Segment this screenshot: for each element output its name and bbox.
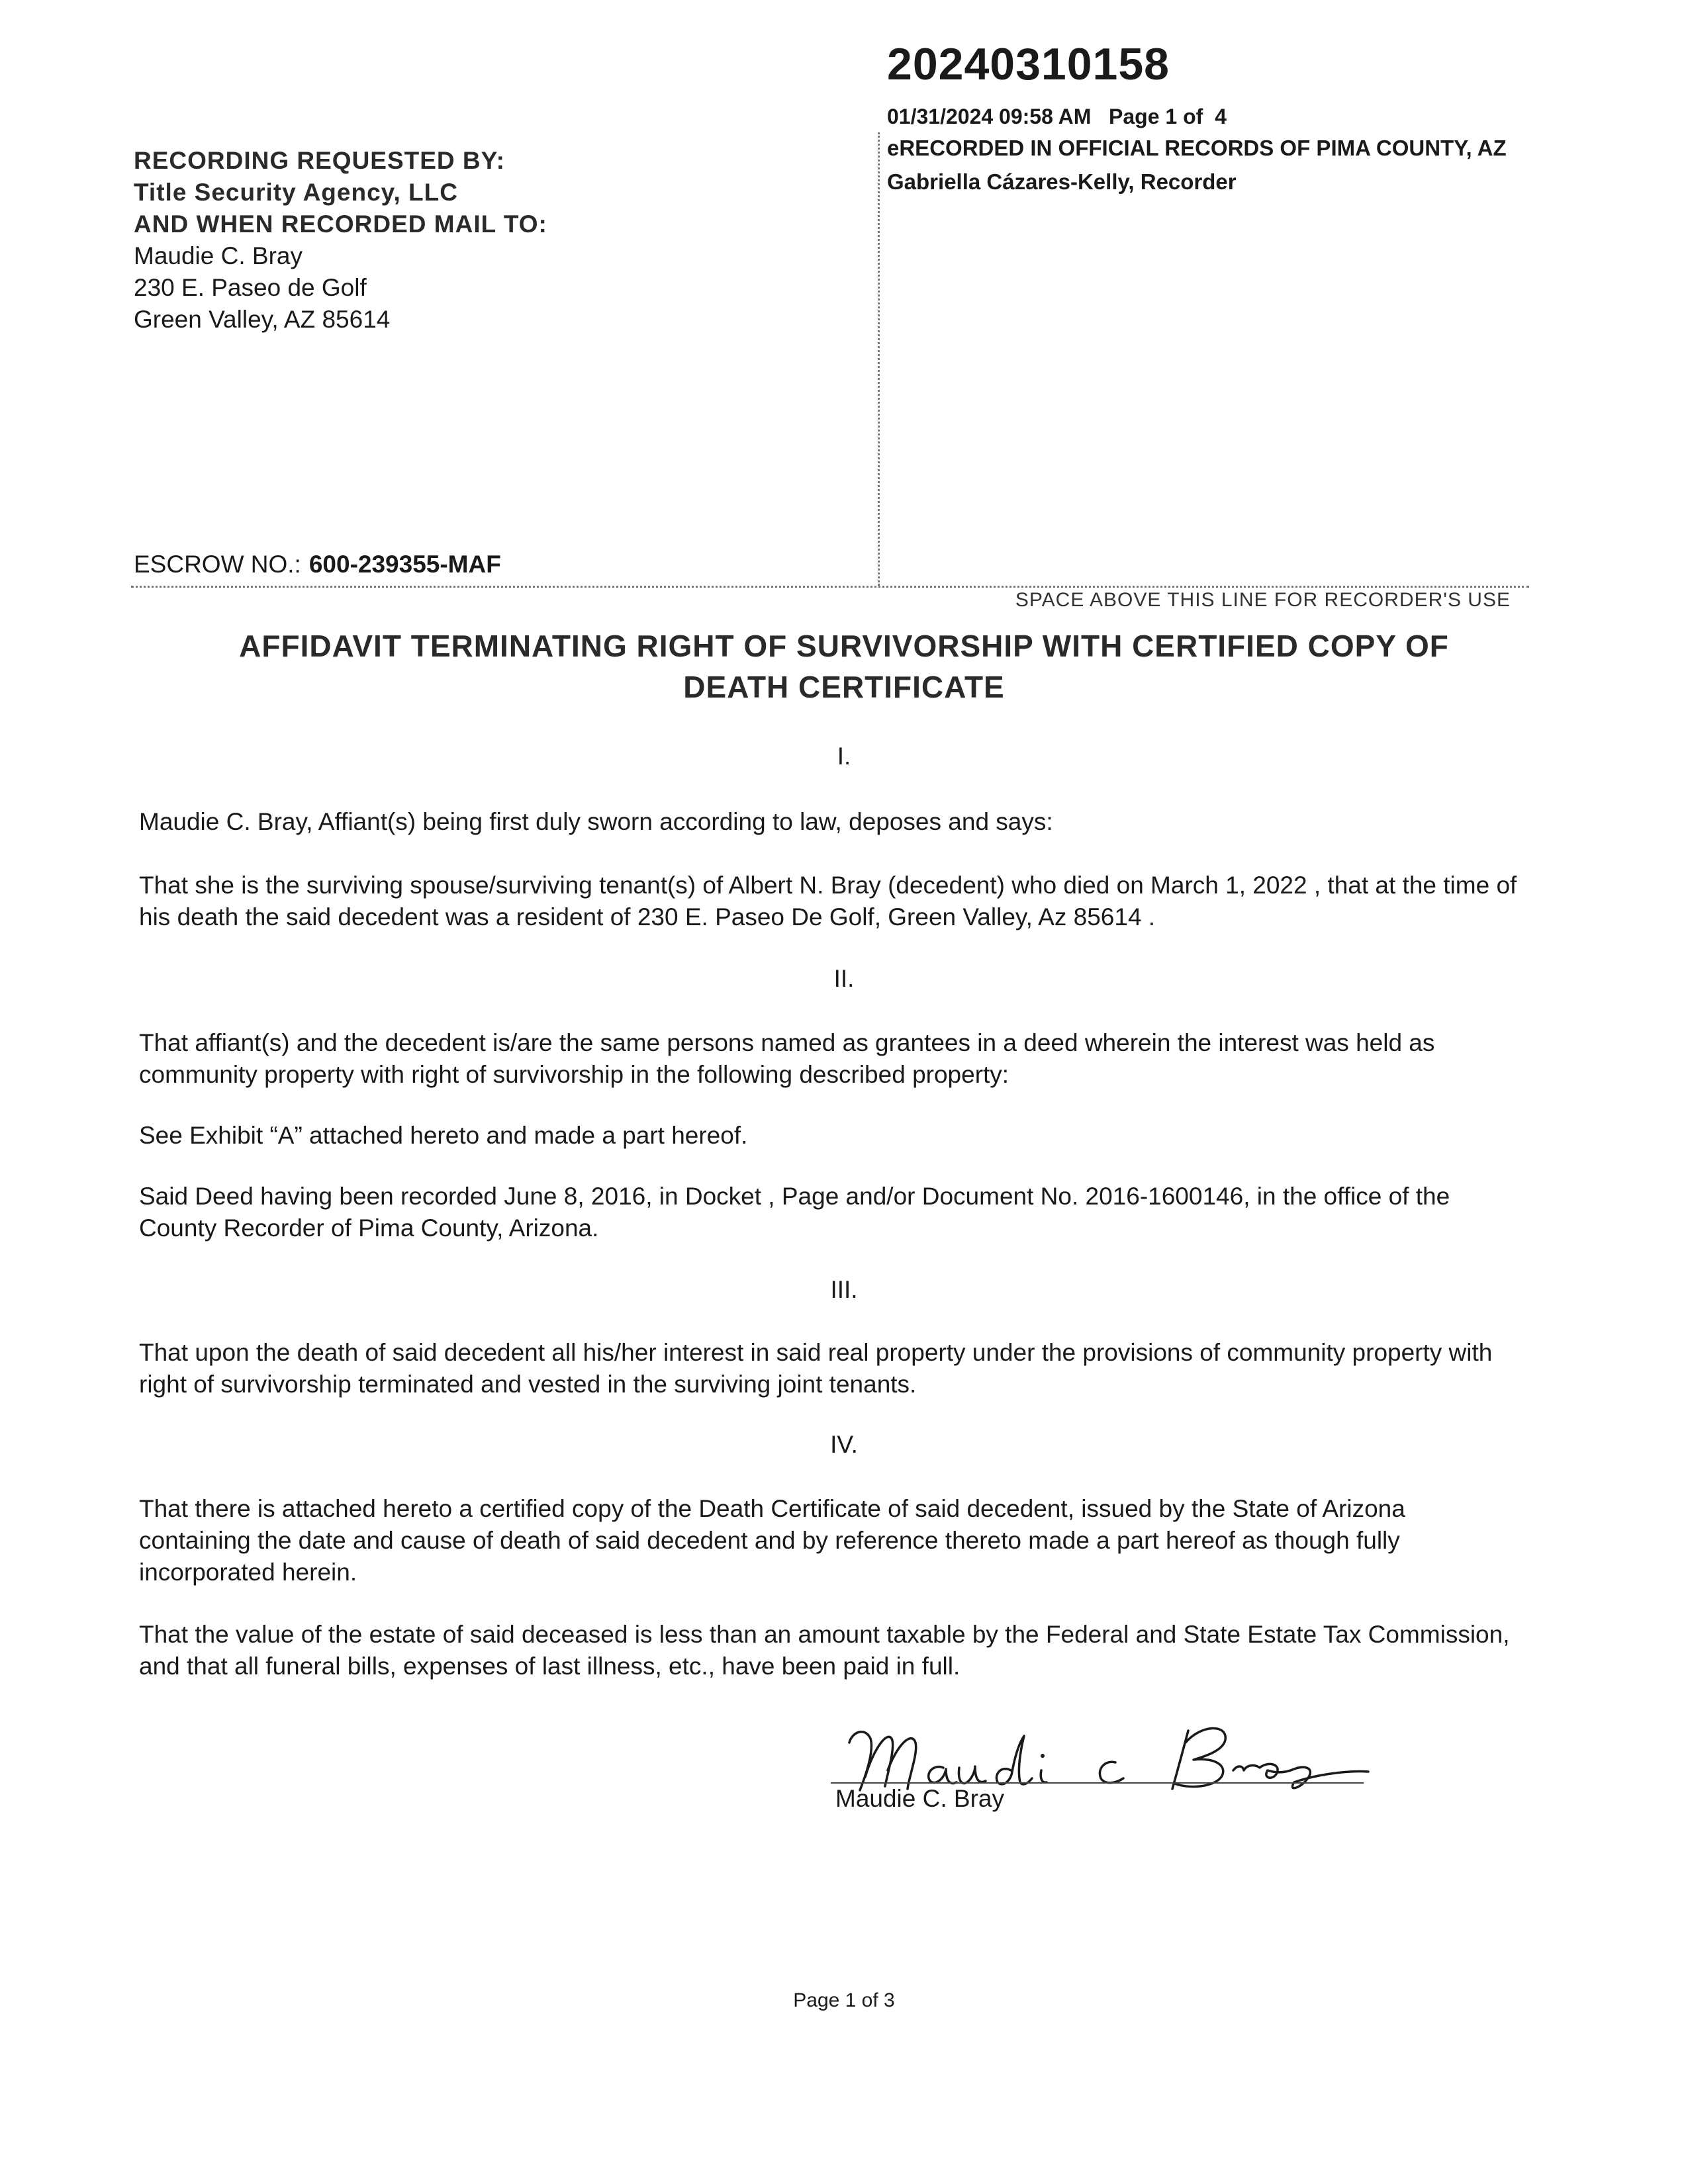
section-number-4: IV. [830,1431,858,1458]
recorder-use-note: SPACE ABOVE THIS LINE FOR RECORDER'S USE [1015,589,1511,611]
signer-name: Maudie C. Bray [835,1785,1004,1812]
paragraph-estate-value: That the value of the estate of said deceased is less than an amount taxable by the Federal and State Estate Tax Commission, and that all funeral bills, expenses of last illness, etc., have been paid in full. [139,1621,1510,1680]
mail-to-name: Maudie C. Bray [134,242,303,269]
paragraph-death-certificate: That there is attached hereto a certified copy of the Death Certificate of said decedent, issued by the State of Arizona containing the date and cause of death of said decedent and by reference thereto made a part hereof as though fully incorporated herein. [139,1495,1405,1586]
section-number-3: III. [830,1276,858,1303]
recording-datetime-line [887,105,1227,129]
paragraph-surviving-spouse: That she is the surviving spouse/surviving tenant(s) of Albert N. Bray (decedent) who died on March 1, 2022 , that at the time of his death the said decedent was a resident of 230 E. Paseo De Golf, Green Valley, Az 85614 . [139,872,1517,931]
recorder-use-divider [131,586,1529,588]
escrow-number: 600-239355-MAF [308,551,501,578]
document-number: 20240310158 [887,39,1170,89]
recording-requested-label: RECORDING REQUESTED BY: [134,147,505,174]
section-number-2: II. [833,965,855,992]
paragraph-exhibit: See Exhibit “A” attached hereto and made a part hereof. [139,1122,748,1149]
paragraph-grantees: That affiant(s) and the decedent is/are the same persons named as grantees in a deed wherein the interest was held as community property with right of survivorship in the following described property: [139,1029,1435,1088]
recording-datetime: 01/31/2024 09:58 AM [887,105,1092,128]
section-number-1: I. [837,743,851,770]
escrow-label: ESCROW NO.: [134,551,301,578]
requesting-company: Title Security Agency, LLC [134,179,458,206]
document-title-line1: AFFIDAVIT TERMINATING RIGHT OF SURVIVORSHIP WITH CERTIFIED COPY OF [239,629,1449,663]
recording-page-info: Page 1 of 4 [1109,105,1227,128]
mail-to-city: Green Valley, AZ 85614 [134,306,391,333]
erecorded-statement: eRECORDED IN OFFICIAL RECORDS OF PIMA COUNTY, AZ [887,136,1507,160]
escrow-line [134,551,501,578]
document-title-line2: DEATH CERTIFICATE [683,670,1005,704]
vertical-divider [878,132,880,586]
county-recorder: Gabriella Cázares-Kelly, Recorder [887,169,1237,194]
mail-to-street: 230 E. Paseo de Golf [134,274,367,301]
page-footer: Page 1 of 3 [793,1989,895,2011]
mail-to-label: AND WHEN RECORDED MAIL TO: [134,210,547,238]
document-title [132,625,1556,707]
paragraph-affiant: Maudie C. Bray, Affiant(s) being first duly sworn according to law, deposes and says: [139,808,1053,835]
signature-line [831,1782,1364,1784]
paragraph-deed-recorded: Said Deed having been recorded June 8, 2016, in Docket , Page and/or Document No. 2016-1600146, in the office of the County Recorder of Pima County, Arizona. [139,1183,1450,1242]
paragraph-interest-terminated: That upon the death of said decedent all his/her interest in said real property under the provisions of community property with right of survivorship terminated and vested in the surviving joint tenants. [139,1339,1493,1398]
